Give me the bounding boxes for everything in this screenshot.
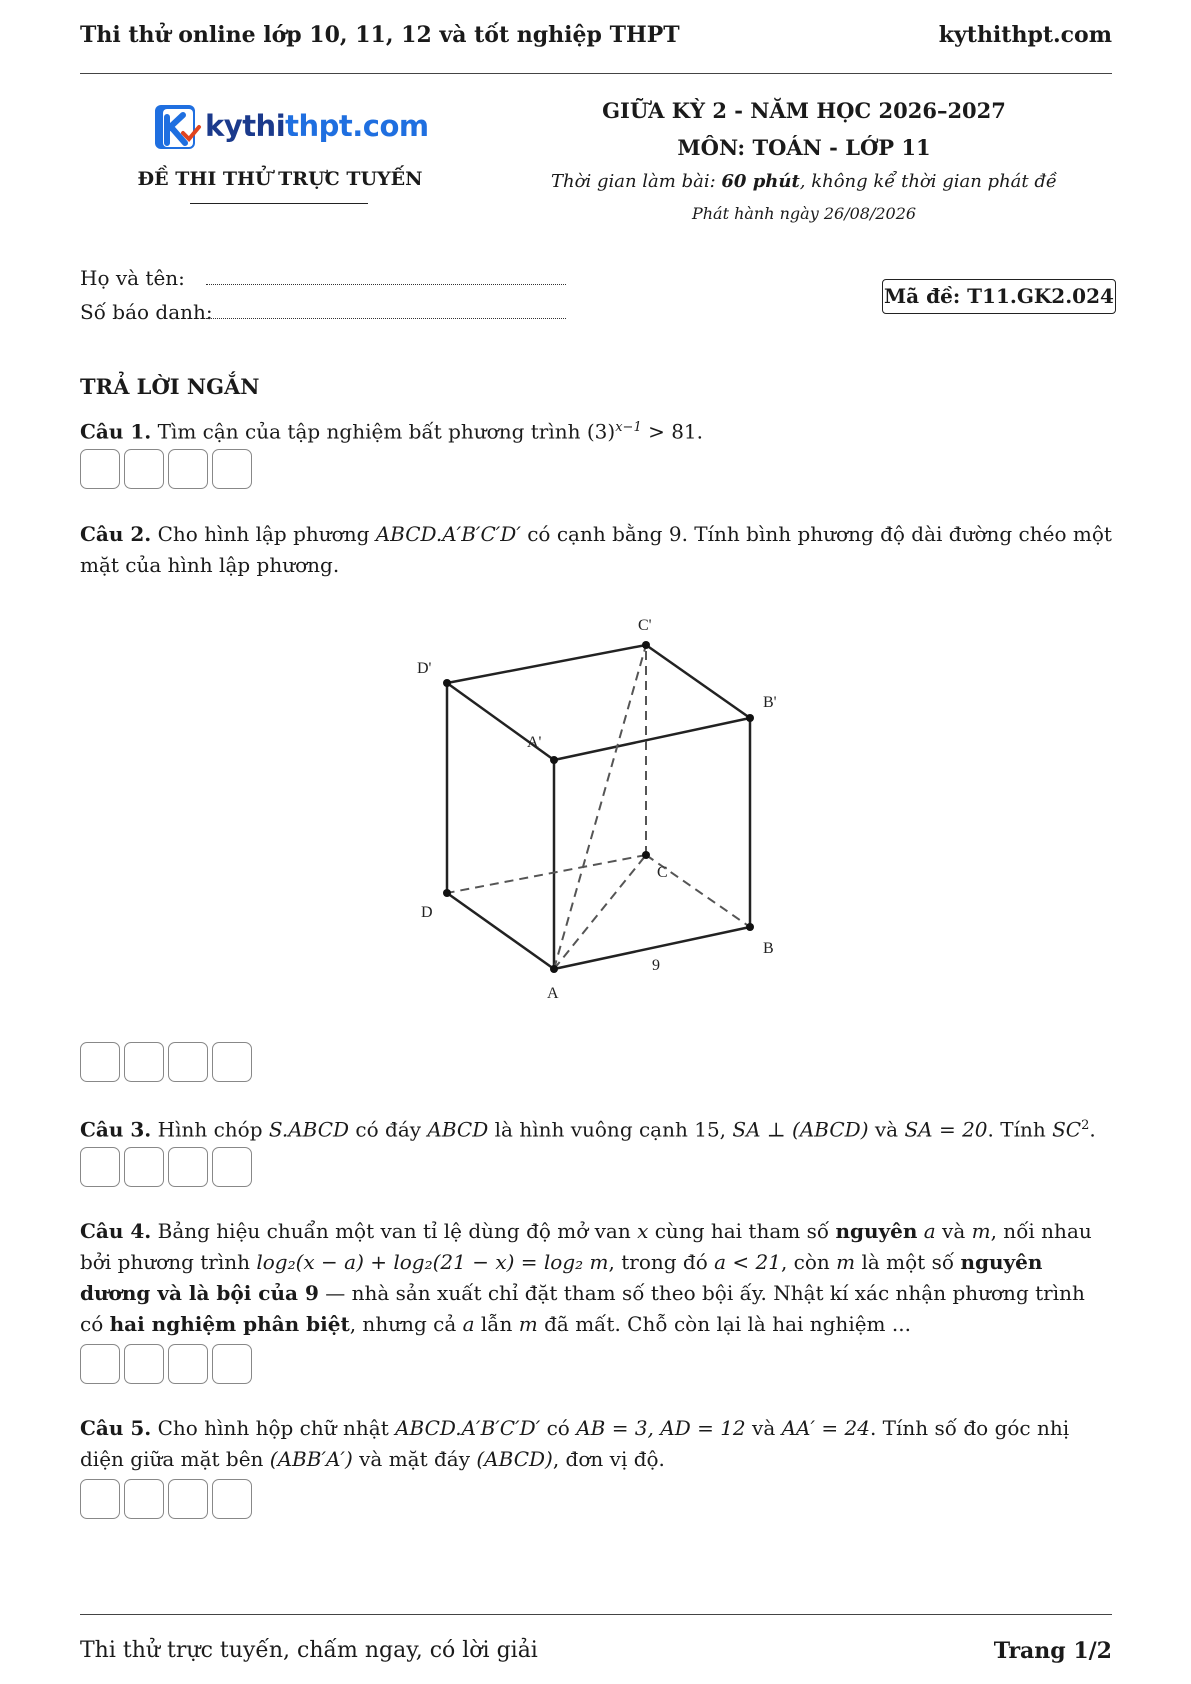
answer-box[interactable] (124, 1344, 164, 1384)
answer-box[interactable] (212, 1042, 252, 1082)
footer-tagline: Thi thử trực tuyến, chấm ngay, có lời giải (80, 1638, 538, 1663)
answer-boxes-4[interactable] (80, 1344, 252, 1384)
answer-box[interactable] (212, 449, 252, 489)
footer-divider (80, 1614, 1112, 1615)
exam-duration: Thời gian làm bài: 60 phút, không kể thời gian phát đề (551, 171, 1057, 192)
header-title: Thi thử online lớp 10, 11, 12 và tốt nghiệp THPT (80, 22, 680, 48)
label-C1: C' (638, 617, 652, 634)
answer-boxes-1[interactable] (80, 449, 252, 489)
answer-box[interactable] (212, 1479, 252, 1519)
student-id-field[interactable] (206, 318, 566, 319)
answer-box[interactable] (80, 1042, 120, 1082)
answer-box[interactable] (168, 1479, 208, 1519)
exam-code-badge: Mã đề: T11.GK2.024 (882, 279, 1116, 314)
vertex-D (443, 889, 451, 897)
label-D: D (421, 904, 433, 921)
exam-type-label: ĐỀ THI THỬ TRỰC TUYẾN (137, 168, 423, 190)
diagonal-AC1 (554, 645, 646, 969)
label-B: B (763, 940, 774, 957)
vertex-A (550, 965, 558, 973)
answer-box[interactable] (168, 1147, 208, 1187)
answer-box[interactable] (168, 449, 208, 489)
exam-title: GIỮA KỲ 2 - NĂM HỌC 2026–2027 (602, 98, 1006, 123)
question-2: Câu 2. Cho hình lập phương ABCD.A′B′C′D′ có cạnh bằng 9. Tính bình phương độ dài đường chéo một mặt của hình lập phương. (80, 522, 1112, 577)
exam-release-date: Phát hành ngày 26/08/2026 (691, 204, 917, 223)
answer-box[interactable] (80, 1147, 120, 1187)
cube-figure (400, 610, 800, 1010)
label-C: C (657, 864, 668, 881)
answer-box[interactable] (168, 1344, 208, 1384)
answer-boxes-5[interactable] (80, 1479, 252, 1519)
edge-B1C1 (646, 645, 750, 718)
page-number: Trang 1/2 (993, 1638, 1112, 1664)
header-divider (80, 73, 1112, 74)
name-field[interactable] (206, 284, 566, 285)
exam-type-underline (190, 203, 368, 204)
site-logo (153, 103, 429, 153)
question-1: Câu 1. Tìm cận của tập nghiệm bất phương trình $(3)^{x-1} > 81$. (80, 419, 703, 444)
answer-box[interactable] (80, 1344, 120, 1384)
answer-box[interactable] (80, 1479, 120, 1519)
vertex-A1 (550, 756, 558, 764)
answer-box[interactable] (212, 1344, 252, 1384)
question-4: Câu 4. Bảng hiệu chuẩn một van tỉ lệ dùng độ mở van x cùng hai tham số nguyên a và m, nối nhau bởi phương trình log₂(x − a) + log₂(21 − x) = log₂ m, trong đó a < 21, còn m là một số nguyên dương và là bội của 9 — nhà sản xuất chỉ đặt tham số theo bội ấy. Nhật kí xác nhận phương trình có hai nghiệm phân biệt, nhưng cả a lẫn m đã mất. Chỗ còn lại là hai nghiệm ... (80, 1219, 1092, 1336)
answer-boxes-3[interactable] (80, 1147, 252, 1187)
question-5: Câu 5. Cho hình hộp chữ nhật ABCD.A′B′C′D′ có AB = 3, AD = 12 và AA′ = 24. Tính số đo góc nhị diện giữa mặt bên (ABB′A′) và mặt đáy (ABCD), đơn vị độ. (80, 1416, 1070, 1471)
student-id-label: Số báo danh: (80, 300, 213, 324)
vertex-B (746, 923, 754, 931)
label-A: A (547, 985, 559, 1002)
answer-box[interactable] (124, 449, 164, 489)
edge-CD-hidden (447, 855, 646, 893)
vertex-D1 (443, 679, 451, 687)
logo-icon (153, 103, 203, 153)
label-B1: B' (763, 694, 777, 711)
edge-A1B1 (554, 718, 750, 760)
answer-box[interactable] (212, 1147, 252, 1187)
edge-AD (447, 893, 554, 969)
logo-text-secondary: thpt.com (285, 109, 429, 143)
answer-box[interactable] (124, 1042, 164, 1082)
vertex-C1 (642, 641, 650, 649)
header-site: kythithpt.com (938, 22, 1112, 48)
answer-boxes-2[interactable] (80, 1042, 252, 1082)
answer-box[interactable] (168, 1042, 208, 1082)
answer-box[interactable] (124, 1479, 164, 1519)
name-label: Họ và tên: (80, 266, 185, 290)
label-edge-length: 9 (652, 957, 660, 974)
answer-box[interactable] (124, 1147, 164, 1187)
section-title: TRẢ LỜI NGẮN (80, 374, 260, 399)
vertex-C (642, 851, 650, 859)
label-D1: D' (417, 660, 432, 677)
logo-text-primary: kythi (205, 109, 286, 143)
edge-C1D1 (447, 645, 646, 683)
exam-subject: MÔN: TOÁN - LỚP 11 (677, 135, 931, 160)
label-A1: A' (527, 734, 542, 751)
vertex-B1 (746, 714, 754, 722)
question-3: Câu 3. Hình chóp S.ABCD có đáy ABCD là hình vuông cạnh 15, SA ⊥ (ABCD) và SA = 20. Tính $SC^2$. (80, 1117, 1096, 1142)
answer-box[interactable] (80, 449, 120, 489)
